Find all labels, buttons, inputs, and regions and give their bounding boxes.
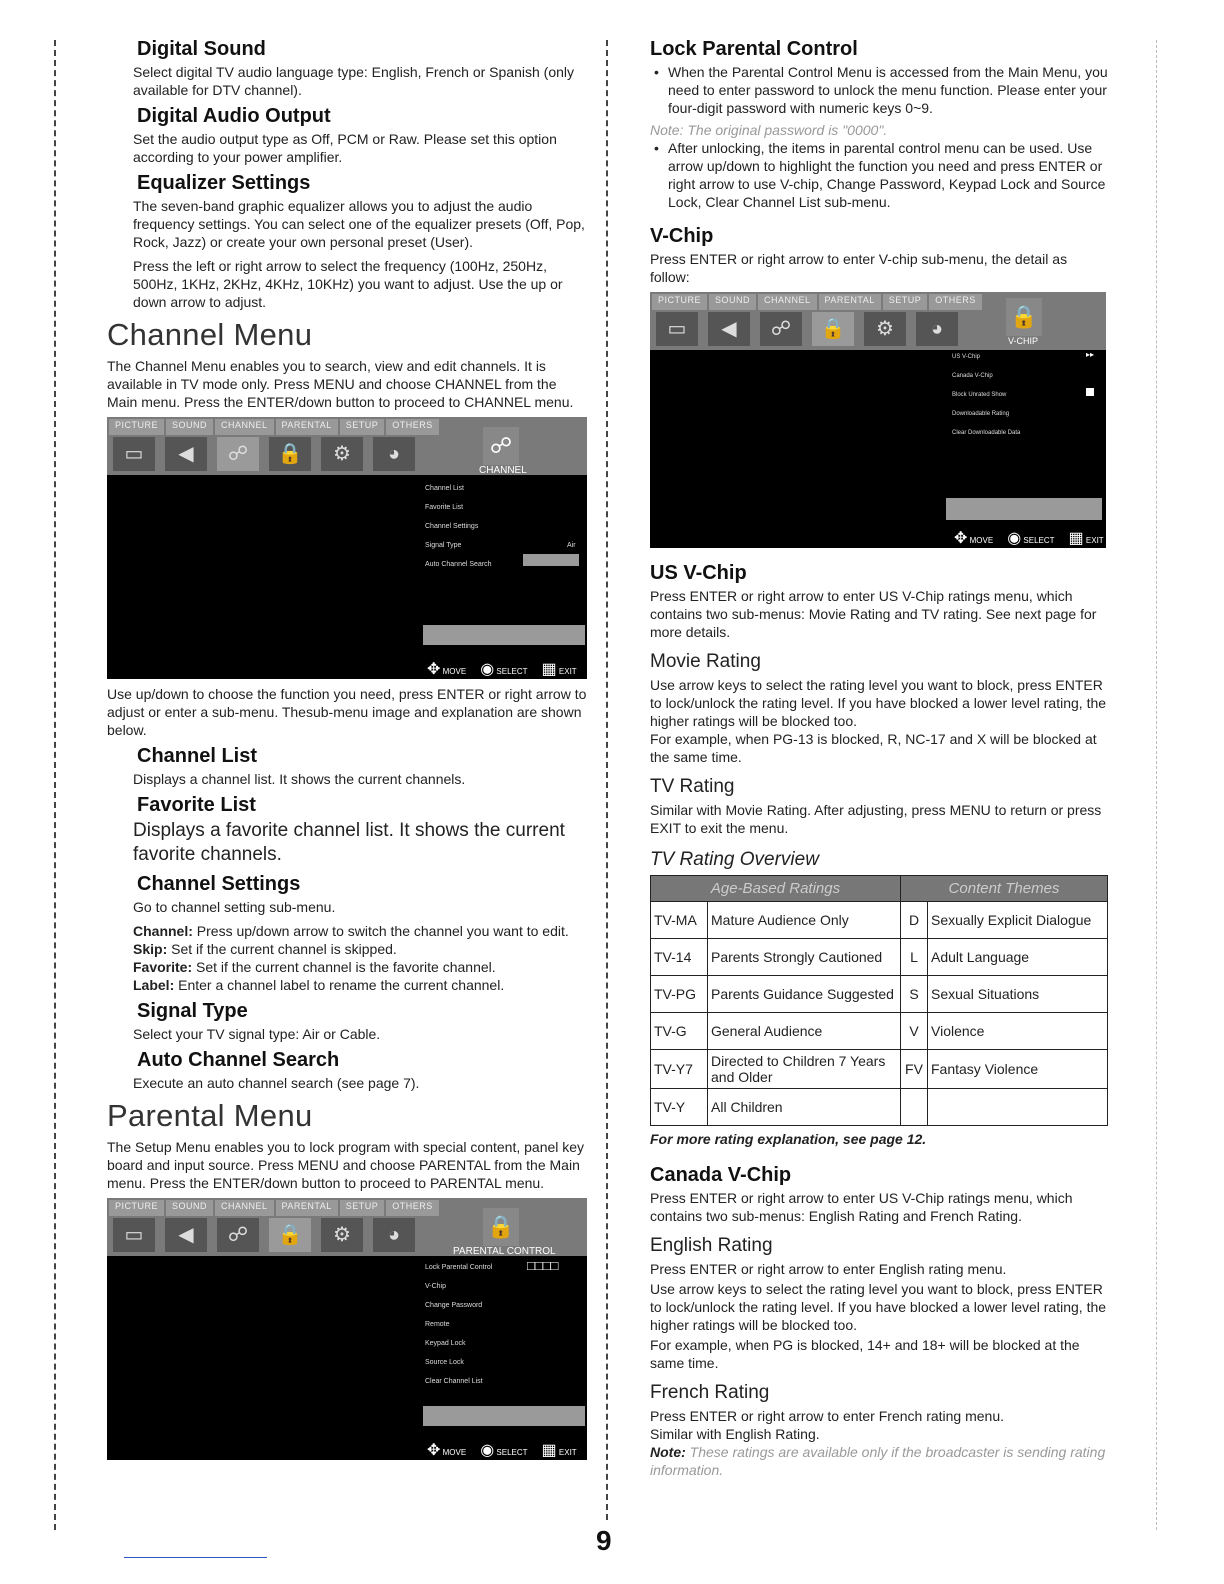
exit-icon: ▦ <box>541 661 557 678</box>
overview-footnote: For more rating explanation, see page 12. <box>650 1131 927 1147</box>
theme-code: L <box>901 939 928 976</box>
note-label: Note: <box>650 1444 686 1460</box>
channel-menu-text: The Channel Menu enables you to search, view and edit channels. It is available in TV mode only. Press MENU and choose CHANNEL from the Main menu. Press the ENTER/down button to proceed to CHANNEL menu. <box>107 358 574 410</box>
digital-sound-heading: Digital Sound <box>137 38 266 60</box>
digital-audio-output-text: Set the audio output type as Off, PCM or Raw. Please set this option according to your power amplifier. <box>133 131 557 165</box>
item-favorite-list: Favorite List <box>425 504 464 511</box>
lock-icon: 🔒 <box>812 312 854 346</box>
tab-parental: PARENTAL <box>276 419 338 435</box>
setting-skip-text: Set if the current channel is skipped. <box>171 941 397 957</box>
vchip-items <box>952 348 1020 443</box>
password-boxes: □□□□ <box>527 1258 559 1273</box>
screen-title: V-CHIP <box>1008 336 1039 346</box>
rating-code: TV-G <box>651 1013 708 1050</box>
note-text: These ratings are available only if the broadcaster is sending rating information. <box>650 1444 1106 1478</box>
page-number: 9 <box>596 1525 612 1556</box>
item-auto-search: Auto Channel Search <box>425 561 492 568</box>
select-icon: ◉ <box>480 661 495 678</box>
theme-code: FV <box>901 1050 928 1089</box>
english-rating-text-2: Use arrow keys to select the rating level you want to block, press ENTER to lock/unlock the rating level. If you have blocked a lower level rating, the higher ratings will be blocked too. <box>650 1281 1107 1333</box>
tab-setup: SETUP <box>340 419 385 435</box>
signal-type-value: Air <box>567 542 576 549</box>
move-label: MOVE <box>969 536 994 545</box>
select-label: SELECT <box>496 1448 528 1457</box>
move-label: MOVE <box>442 667 467 676</box>
setting-channel-label: Channel: <box>133 923 193 939</box>
rating-code: TV-Y <box>651 1089 708 1126</box>
item-block-unrated: Block Unrated Show <box>952 392 1007 398</box>
canada-vchip-text: Press ENTER or right arrow to enter US V-Chip ratings menu, which contains two sub-menus: English Rating and French Rating. <box>650 1190 1073 1224</box>
menu-icons <box>656 312 958 346</box>
item-clear-downloadable: Clear Downloadable Data <box>952 430 1021 436</box>
gear-icon: ⚙ <box>321 1218 363 1252</box>
item-clear-channel-list: Clear Channel List <box>425 1378 483 1385</box>
menu-icons <box>113 1218 415 1252</box>
picture-icon: ▭ <box>113 1218 155 1252</box>
picture-icon: ▭ <box>656 312 698 346</box>
item-remote: Remote <box>425 1321 450 1328</box>
channel-menu-after-text: Use up/down to choose the function you need, press ENTER or right arrow to adjust or enter a sub-menu. Thesub-menu image and explanation are shown below. <box>107 686 587 738</box>
table-row <box>651 1013 1108 1050</box>
tab-sound: SOUND <box>709 294 756 310</box>
setting-label-text: Enter a channel label to rename the current channel. <box>178 977 505 993</box>
us-vchip-heading: US V-Chip <box>650 562 747 584</box>
theme-desc: Violence <box>928 1013 1108 1050</box>
lock-icon: 🔒 <box>269 1218 311 1252</box>
parental-items <box>425 1258 492 1391</box>
item-change-password: Change Password <box>425 1302 483 1309</box>
right-margin-rule <box>1156 40 1157 1530</box>
satellite-icon: ☍ <box>760 312 802 346</box>
auto-search-bar <box>523 554 579 566</box>
lock-icon: 🔒 <box>269 437 311 471</box>
rating-desc: General Audience <box>708 1013 901 1050</box>
item-keypad-lock: Keypad Lock <box>425 1340 466 1347</box>
tab-sound: SOUND <box>166 1200 213 1216</box>
speaker-icon: ◀ <box>708 312 750 346</box>
move-icon: ✥ <box>954 530 968 547</box>
signal-type-heading: Signal Type <box>137 1000 248 1022</box>
center-divider <box>606 40 608 1520</box>
channel-menu-heading: Channel Menu <box>107 317 313 352</box>
theme-code: S <box>901 976 928 1013</box>
content-themes-header: Content Themes <box>901 876 1108 902</box>
exit-icon: ▦ <box>541 1442 557 1459</box>
vchip-heading: V-Chip <box>650 225 714 247</box>
french-rating-note <box>650 1443 1110 1479</box>
exit-label: EXIT <box>558 667 577 676</box>
french-rating-heading: French Rating <box>650 1382 770 1403</box>
item-channel-list: Channel List <box>425 485 464 492</box>
checkbox-icon <box>1086 388 1094 396</box>
theme-desc: Adult Language <box>928 939 1108 976</box>
lock-parental-bullet-1: • When the Parental Control Menu is accessed from the Main Menu, you need to enter password to unlock the menu function. Please enter your four-digit password with numeric keys 0~9. <box>668 63 1110 117</box>
digital-audio-output-heading: Digital Audio Output <box>137 105 331 127</box>
tab-others: OTHERS <box>386 419 439 435</box>
french-rating-text-1: Press ENTER or right arrow to enter French rating menu. <box>650 1408 1005 1424</box>
menu-tabs <box>109 1200 439 1216</box>
password-note: Note: The original password is "0000". <box>650 122 888 138</box>
tv-rating-text: Similar with Movie Rating. After adjusting, press MENU to return or press EXIT to exit the menu. <box>650 802 1102 836</box>
overview-heading: TV Rating Overview <box>650 849 819 870</box>
table-row <box>651 1050 1108 1089</box>
equalizer-text-1: The seven-band graphic equalizer allows you to adjust the audio frequency settings. You can select one of the equalizer presets (Off, Pop, Rock, Jazz) or create your own personal preset (User). <box>133 198 585 250</box>
item-vchip: V-Chip <box>425 1283 447 1290</box>
speaker-icon: ◀ <box>165 1218 207 1252</box>
favorite-list-text: Displays a favorite channel list. It shows the current favorite channels. <box>133 820 565 865</box>
globe-icon: ◕ <box>916 312 958 346</box>
tab-setup: SETUP <box>883 294 928 310</box>
vchip-screenshot <box>650 292 1106 548</box>
menu-tabs <box>109 419 439 435</box>
table-row <box>651 939 1108 976</box>
move-icon: ✥ <box>427 661 441 678</box>
english-rating-heading: English Rating <box>650 1235 773 1256</box>
exit-icon: ▦ <box>1068 530 1084 547</box>
help-bar <box>423 625 585 645</box>
rating-code: TV-PG <box>651 976 708 1013</box>
item-lock-parental: Lock Parental Control <box>425 1264 493 1271</box>
channel-items <box>425 479 492 574</box>
tab-channel: CHANNEL <box>215 419 274 435</box>
move-label: MOVE <box>442 1448 467 1457</box>
channel-settings-details <box>133 922 587 994</box>
tab-picture: PICTURE <box>109 419 164 435</box>
left-margin-rule <box>54 40 56 1530</box>
screen-footer <box>427 659 577 679</box>
rating-desc: All Children <box>708 1089 901 1126</box>
gear-icon: ⚙ <box>321 437 363 471</box>
vchip-text: Press ENTER or right arrow to enter V-chip sub-menu, the detail as follow: <box>650 251 1068 285</box>
footer-rule <box>124 1557 267 1558</box>
item-channel-settings: Channel Settings <box>425 523 479 530</box>
arrow-right-icon: ▸▸ <box>1086 350 1095 359</box>
equalizer-text-2: Press the left or right arrow to select the frequency (100Hz, 250Hz, 500Hz, 1KHz, 2KHz, 4KHz, 10KHz) you want to adjust. Use the up or down arrow to adjust. <box>133 258 563 310</box>
lock-parental-heading: Lock Parental Control <box>650 38 858 60</box>
setting-favorite-text: Set if the current channel is the favorite channel. <box>196 959 496 975</box>
rating-code: TV-Y7 <box>651 1050 708 1089</box>
setting-skip-label: Skip: <box>133 941 168 957</box>
favorite-list-heading: Favorite List <box>137 794 256 816</box>
select-icon: ◉ <box>480 1442 495 1459</box>
satellite-icon: ☍ <box>217 437 259 471</box>
rating-table <box>650 875 1108 1126</box>
auto-search-heading: Auto Channel Search <box>137 1049 340 1071</box>
help-bar <box>946 498 1102 520</box>
tab-others: OTHERS <box>386 1200 439 1216</box>
rating-desc: Directed to Children 7 Years and Older <box>708 1050 901 1089</box>
exit-label: EXIT <box>1085 536 1104 545</box>
rating-desc: Mature Audience Only <box>708 902 901 939</box>
parental-menu-screenshot <box>107 1198 587 1460</box>
theme-desc: Sexual Situations <box>928 976 1108 1013</box>
lock-parental-list <box>650 63 1110 117</box>
equalizer-heading: Equalizer Settings <box>137 172 311 194</box>
channel-settings-heading: Channel Settings <box>137 873 301 895</box>
theme-desc: Sexually Explicit Dialogue <box>928 902 1108 939</box>
globe-icon: ◕ <box>373 1218 415 1252</box>
right-column <box>650 38 1110 1485</box>
tab-parental: PARENTAL <box>819 294 881 310</box>
rating-code: TV-14 <box>651 939 708 976</box>
channel-large-icon: ☍ <box>483 427 519 465</box>
theme-desc: Fantasy Violence <box>928 1050 1108 1089</box>
select-label: SELECT <box>1023 536 1055 545</box>
select-icon: ◉ <box>1007 530 1022 547</box>
satellite-icon: ☍ <box>217 1218 259 1252</box>
channel-settings-text: Go to channel setting sub-menu. <box>133 899 336 915</box>
table-row <box>651 902 1108 939</box>
parental-menu-heading: Parental Menu <box>107 1098 313 1133</box>
movie-rating-text: Use arrow keys to select the rating level you want to block, press ENTER to lock/unlock the rating level. If you have blocked a lower level rating, the higher ratings will be blocked too. <box>650 677 1107 729</box>
item-signal-type: Signal Type <box>425 542 462 549</box>
movie-rating-heading: Movie Rating <box>650 651 761 672</box>
auto-search-text: Execute an auto channel search (see page 7). <box>133 1075 420 1091</box>
menu-tabs <box>652 294 982 310</box>
rating-desc: Parents Strongly Cautioned <box>708 939 901 976</box>
rating-desc: Parents Guidance Suggested <box>708 976 901 1013</box>
tab-others: OTHERS <box>929 294 982 310</box>
digital-sound-text: Select digital TV audio language type: English, French or Spanish (only available for DTV channel). <box>133 64 575 98</box>
lock-large-icon: 🔒 <box>1006 298 1042 336</box>
lock-parental-list-2 <box>650 139 1110 211</box>
item-canada-vchip: Canada V-Chip <box>952 373 993 379</box>
screen-title: PARENTAL CONTROL <box>453 1246 556 1257</box>
theme-code: V <box>901 1013 928 1050</box>
picture-icon: ▭ <box>113 437 155 471</box>
globe-icon: ◕ <box>373 437 415 471</box>
help-bar <box>423 1406 585 1426</box>
parental-menu-text: The Setup Menu enables you to lock program with special content, panel key board and input source. Press MENU and choose PARENTAL from the Main menu. Press the ENTER/down button to proceed to PARENTAL menu. <box>107 1139 585 1191</box>
tv-rating-heading: TV Rating <box>650 776 735 797</box>
tab-picture: PICTURE <box>652 294 707 310</box>
tab-parental: PARENTAL <box>276 1200 338 1216</box>
rating-code: TV-MA <box>651 902 708 939</box>
signal-type-text: Select your TV signal type: Air or Cable. <box>133 1026 381 1042</box>
setting-channel-text: Press up/down arrow to switch the channel you want to edit. <box>196 923 569 939</box>
menu-icons <box>113 437 415 471</box>
movie-rating-example: For example, when PG-13 is blocked, R, NC-17 and X will be blocked at the same time. <box>650 731 1097 765</box>
select-label: SELECT <box>496 667 528 676</box>
table-row <box>651 976 1108 1013</box>
lock-parental-bullet-2: • After unlocking, the items in parental control menu can be used. Use arrow up/down to highlight the function you need and press ENTER or right arrow to use V-chip, Change Password, Keypad Lock and Source Lock, Clear Channel List sub-menu. <box>668 139 1110 211</box>
french-rating-text-2: Similar with English Rating. <box>650 1426 820 1442</box>
item-source-lock: Source Lock <box>425 1359 464 1366</box>
lock-large-icon: 🔒 <box>483 1208 519 1246</box>
channel-menu-screenshot <box>107 417 587 679</box>
setting-favorite-label: Favorite: <box>133 959 193 975</box>
canada-vchip-heading: Canada V-Chip <box>650 1164 792 1186</box>
exit-label: EXIT <box>558 1448 577 1457</box>
tab-setup: SETUP <box>340 1200 385 1216</box>
screen-footer <box>954 528 1104 548</box>
table-row <box>651 1089 1108 1126</box>
screen-footer <box>427 1440 577 1460</box>
theme-desc <box>928 1089 1108 1126</box>
tab-channel: CHANNEL <box>215 1200 274 1216</box>
item-us-vchip: US V-Chip <box>952 354 981 360</box>
move-icon: ✥ <box>427 1442 441 1459</box>
english-rating-text-3: For example, when PG is blocked, 14+ and 18+ will be blocked at the same time. <box>650 1337 1080 1371</box>
screen-title: CHANNEL <box>479 465 527 476</box>
theme-code: D <box>901 902 928 939</box>
channel-list-heading: Channel List <box>137 745 258 767</box>
speaker-icon: ◀ <box>165 437 207 471</box>
theme-code <box>901 1089 928 1126</box>
english-rating-text-1: Press ENTER or right arrow to enter English rating menu. <box>650 1261 1007 1277</box>
tab-sound: SOUND <box>166 419 213 435</box>
us-vchip-text: Press ENTER or right arrow to enter US V-Chip ratings menu, which contains two sub-menus: Movie Rating and TV rating. See next page for more details. <box>650 588 1097 640</box>
channel-list-text: Displays a channel list. It shows the current channels. <box>133 771 466 787</box>
tab-picture: PICTURE <box>109 1200 164 1216</box>
gear-icon: ⚙ <box>864 312 906 346</box>
left-column <box>107 38 587 1466</box>
age-based-header: Age-Based Ratings <box>651 876 901 902</box>
tab-channel: CHANNEL <box>758 294 817 310</box>
item-downloadable-rating: Downloadable Rating <box>952 411 1010 417</box>
setting-label-label: Label: <box>133 977 175 993</box>
